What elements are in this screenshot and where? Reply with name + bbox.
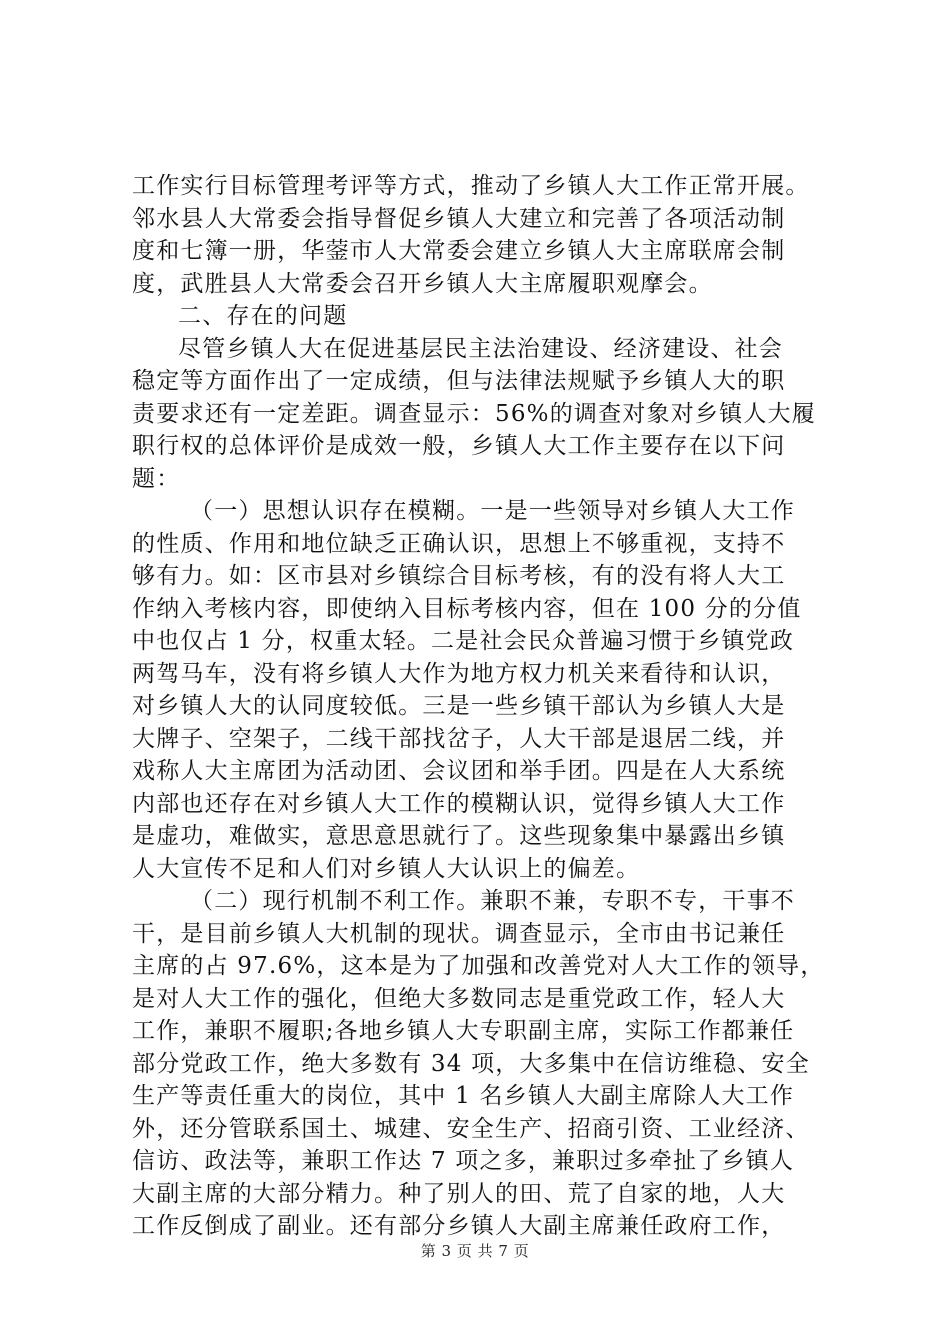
text-line: 尽管乡镇人大在促进基层民主法治建设、经济建设、社会 — [178, 335, 783, 362]
text-line: 是虚功，难做实，意思意思就行了。这些现象集中暴露出乡镇 — [132, 823, 786, 849]
text-line: 干，是目前乡镇人大机制的现状。调查显示，全市由书记兼任 — [132, 920, 786, 947]
text-line: 部分党政工作，绝大多数有 34 项，大多集中在信访维稳、安全 — [132, 1050, 810, 1077]
text-line: 大副主席的大部分精力。种了别人的田、荒了自家的地，人大 — [132, 1180, 786, 1207]
text-line: 度，武胜县人大常委会召开乡镇人大主席履职观摩会。 — [132, 270, 713, 297]
text-line: 邻水县人大常委会指导督促乡镇人大建立和完善了各项活动制 — [132, 205, 786, 232]
text-line: 是对人大工作的强化，但绝大多数同志是重党政工作，轻人大 — [132, 985, 786, 1012]
text-line: 人大宣传不足和人们对乡镇人大认识上的偏差。 — [132, 855, 641, 882]
text-line: 稳定等方面作出了一定成绩，但与法律法规赋予乡镇人大的职 — [132, 368, 786, 394]
text-line: 工作反倒成了副业。还有部分乡镇人大副主席兼任政府工作， — [132, 1213, 786, 1239]
text-line: 工作实行目标管理考评等方式，推动了乡镇人大工作正常开展。 — [132, 173, 810, 199]
text-line: 信访、政法等，兼职工作达 7 项之多，兼职过多牵扯了乡镇人 — [132, 1148, 795, 1174]
text-line: 两驾马车，没有将乡镇人大作为地方权力机关来看待和认识， — [132, 660, 786, 687]
text-line: 主席的占 97.6%，这本是为了加强和改善党对人大工作的领导， — [132, 953, 825, 979]
text-line: 的性质、作用和地位缺乏正确认识，思想上不够重视，支持不 — [132, 530, 786, 557]
text-line: 度和七簿一册，华蓥市人大常委会建立乡镇人大主席联席会制 — [132, 238, 786, 264]
text-line: （一）思想认识存在模糊。一是一些领导对乡镇人大工作 — [190, 498, 795, 524]
text-line: 戏称人大主席团为活动团、会议团和举手团。四是在人大系统 — [132, 758, 786, 784]
text-line: 对乡镇人大的认同度较低。三是一些乡镇干部认为乡镇人大是 — [132, 693, 786, 719]
text-line: 内部也还存在对乡镇人大工作的模糊认识，觉得乡镇人大工作 — [132, 790, 786, 817]
text-line: 够有力。如：区市县对乡镇综合目标考核，有的没有将人大工 — [132, 563, 786, 589]
document-body — [132, 170, 832, 1243]
text-line: 责要求还有一定差距。调查显示：56%的调查对象对乡镇人大履 — [132, 400, 816, 427]
text-line: 外，还分管联系国土、城建、安全生产、招商引资、工业经济、 — [132, 1115, 810, 1142]
text-line: 大牌子、空架子，二线干部找岔子，人大干部是退居二线，并 — [132, 725, 786, 752]
text-line: 作纳入考核内容，即使纳入目标考核内容，但在 100 分的分值 — [132, 595, 802, 622]
text-line: 生产等责任重大的岗位，其中 1 名乡镇人大副主席除人大工作 — [132, 1083, 795, 1109]
text-line: 工作，兼职不履职;各地乡镇人大专职副主席，实际工作都兼任 — [132, 1018, 795, 1044]
text-line: 中也仅占 1 分，权重太轻。二是社会民众普遍习惯于乡镇党政 — [132, 628, 795, 654]
page-footer: 第 3 页 共 7 页 — [420, 1242, 530, 1260]
text-line: 职行权的总体评价是成效一般，乡镇人大工作主要存在以下问 — [132, 433, 786, 459]
text-line: （二）现行机制不利工作。兼职不兼，专职不专，干事不 — [190, 888, 795, 914]
text-line: 题： — [132, 465, 181, 492]
text-line: 二、存在的问题 — [178, 303, 348, 329]
